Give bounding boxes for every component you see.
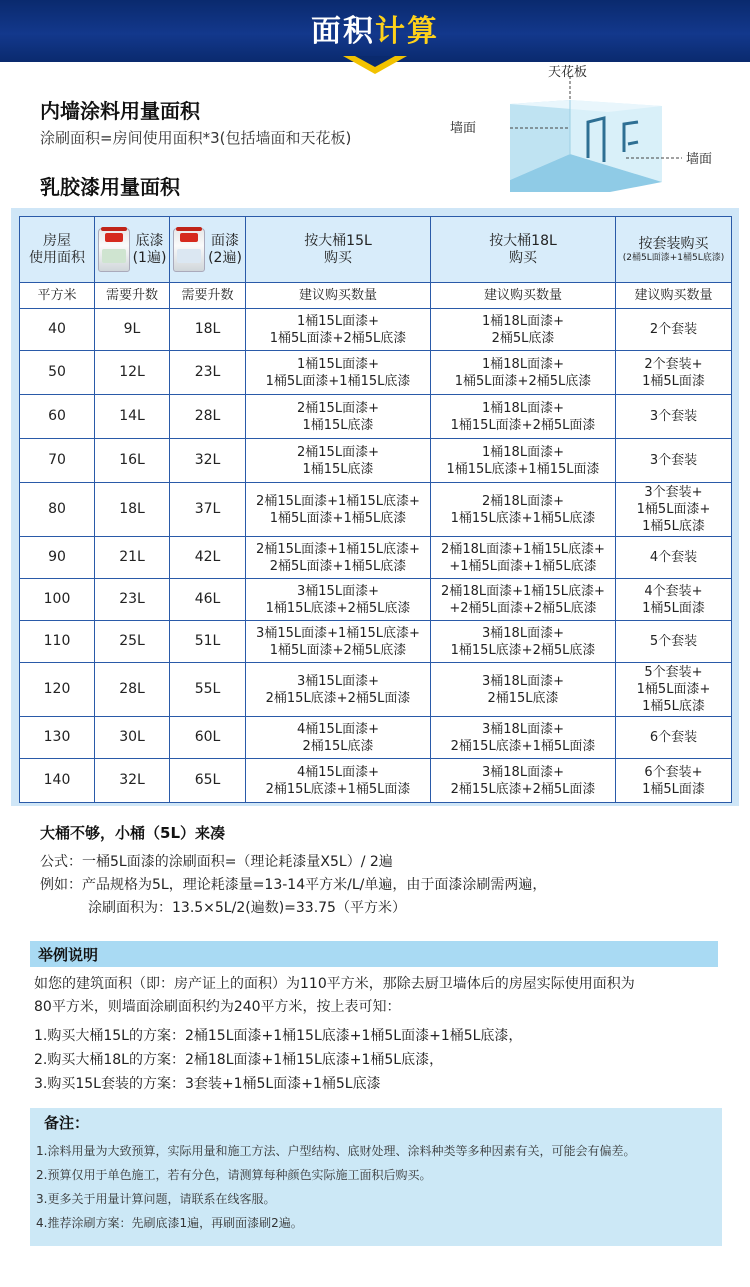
table-row xyxy=(20,309,732,351)
sub-col-3: 需要升数 xyxy=(170,283,246,309)
area-cell: 80 xyxy=(20,483,95,537)
big18-cell: 2桶18L面漆+ 1桶15L底漆+1桶5L底漆 xyxy=(431,483,616,537)
set-cell: 3个套装 xyxy=(616,395,732,439)
small-bucket-formula: 公式：一桶5L面漆的涂刷面积=（理论耗漆量X5L）/ 2遍 xyxy=(40,854,393,870)
header-topcoat xyxy=(170,217,246,283)
big15-cell: 3桶15L面漆+1桶15L底漆+ 1桶5L面漆+2桶5L底漆 xyxy=(246,621,431,663)
big15-cell: 1桶15L面漆+ 1桶5L面漆+1桶15L底漆 xyxy=(246,351,431,395)
topcoat-can-icon xyxy=(173,228,205,272)
area-cell: 130 xyxy=(20,717,95,759)
table-row xyxy=(20,439,732,483)
example-section-bar xyxy=(30,941,718,967)
table-row xyxy=(20,663,732,717)
example-plan-3: 3.购买15L套装的方案：3套装+1桶5L面漆+1桶5L底漆 xyxy=(34,1076,381,1092)
topcoat-cell: 46L xyxy=(170,579,246,621)
header-set-note: (2桶5L面漆+1桶5L底漆) xyxy=(622,252,725,263)
area-cell: 40 xyxy=(20,309,95,351)
primer-cell: 32L xyxy=(95,759,170,803)
primer-can-icon xyxy=(98,228,130,272)
sub-col-1: 平方米 xyxy=(20,283,95,309)
topcoat-cell: 60L xyxy=(170,717,246,759)
big15-cell: 4桶15L面漆+ 2桶15L底漆 xyxy=(246,717,431,759)
notes-title: 备注： xyxy=(44,1114,90,1132)
area-cell: 60 xyxy=(20,395,95,439)
big15-cell: 2桶15L面漆+ 1桶15L底漆 xyxy=(246,439,431,483)
big18-cell: 3桶18L面漆+ 1桶15L底漆+2桶5L底漆 xyxy=(431,621,616,663)
sub-col-5: 建议购买数量 xyxy=(431,283,616,309)
sub-col-4: 建议购买数量 xyxy=(246,283,431,309)
header-big15-label: 按大桶15L 购买 xyxy=(304,232,372,266)
topcoat-cell: 18L xyxy=(170,309,246,351)
table-row xyxy=(20,351,732,395)
header-big18-label: 按大桶18L 购买 xyxy=(489,232,557,266)
room-illustration xyxy=(440,62,740,192)
table-body xyxy=(20,309,732,803)
big15-cell: 3桶15L面漆+ 1桶15L底漆+2桶5L底漆 xyxy=(246,579,431,621)
table-row xyxy=(20,579,732,621)
interior-title: 内墙涂料用量面积 xyxy=(40,99,200,123)
set-cell: 2个套装+ 1桶5L面漆 xyxy=(616,351,732,395)
area-cell: 110 xyxy=(20,621,95,663)
small-bucket-title: 大桶不够，小桶（5L）来凑 xyxy=(40,824,225,842)
table-row xyxy=(20,717,732,759)
table-header-row xyxy=(20,217,732,283)
big15-cell: 2桶15L面漆+1桶15L底漆+ 2桶5L面漆+1桶5L底漆 xyxy=(246,537,431,579)
title-part-white: 面积 xyxy=(311,14,375,49)
banner-arrow-inner xyxy=(355,56,395,67)
primer-cell: 23L xyxy=(95,579,170,621)
table-row xyxy=(20,537,732,579)
notes-panel xyxy=(30,1108,722,1246)
title-part-yellow: 计算 xyxy=(375,14,439,49)
interior-formula: 涂刷面积=房间使用面积*3(包括墙面和天花板) xyxy=(40,129,352,147)
primer-cell: 9L xyxy=(95,309,170,351)
small-bucket-example: 例如：产品规格为5L，理论耗漆量=13-14平方米/L/单遍，由于面漆涂刷需两遍， xyxy=(40,877,547,893)
table-row xyxy=(20,759,732,803)
big15-cell: 1桶15L面漆+ 1桶5L面漆+2桶5L底漆 xyxy=(246,309,431,351)
big18-cell: 3桶18L面漆+ 2桶15L底漆 xyxy=(431,663,616,717)
big18-cell: 3桶18L面漆+ 2桶15L底漆+2桶5L面漆 xyxy=(431,759,616,803)
table-row xyxy=(20,483,732,537)
big18-cell: 1桶18L面漆+ 2桶5L底漆 xyxy=(431,309,616,351)
primer-cell: 12L xyxy=(95,351,170,395)
header-big18 xyxy=(431,217,616,283)
set-cell: 5个套装 xyxy=(616,621,732,663)
topcoat-cell: 32L xyxy=(170,439,246,483)
example-title: 举例说明 xyxy=(38,946,99,964)
header-set xyxy=(616,217,732,283)
table-subheader-row xyxy=(20,283,732,309)
note-3: 3.更多关于用量计算问题，请联系在线客服。 xyxy=(36,1192,276,1206)
area-cell: 90 xyxy=(20,537,95,579)
primer-cell: 25L xyxy=(95,621,170,663)
header-primer-label: 底漆 (1遍) xyxy=(132,232,167,266)
right-wall-label: 墙面 xyxy=(686,152,713,167)
sub-col-2: 需要升数 xyxy=(95,283,170,309)
usage-table-panel xyxy=(11,208,739,806)
area-cell: 70 xyxy=(20,439,95,483)
usage-table xyxy=(19,216,732,803)
big15-cell: 4桶15L面漆+ 2桶15L底漆+1桶5L面漆 xyxy=(246,759,431,803)
header-set-label: 按套装购买 xyxy=(638,235,709,252)
set-cell: 2个套装 xyxy=(616,309,732,351)
topcoat-cell: 51L xyxy=(170,621,246,663)
topcoat-cell: 28L xyxy=(170,395,246,439)
topcoat-cell: 55L xyxy=(170,663,246,717)
big18-cell: 2桶18L面漆+1桶15L底漆+ +1桶5L面漆+1桶5L底漆 xyxy=(431,537,616,579)
topcoat-cell: 23L xyxy=(170,351,246,395)
area-cell: 120 xyxy=(20,663,95,717)
header-area xyxy=(20,217,95,283)
topcoat-cell: 37L xyxy=(170,483,246,537)
topcoat-cell: 65L xyxy=(170,759,246,803)
example-paragraph-1: 如您的建筑面积（即：房产证上的面积）为110平方米，那除去厨卫墙体后的房屋实际使用面积为 xyxy=(34,976,635,992)
header-area-label: 房屋 使用面积 xyxy=(29,232,85,266)
example-plan-2: 2.购买大桶18L的方案：2桶18L面漆+1桶15L底漆+1桶5L底漆， xyxy=(34,1052,444,1068)
big18-cell: 3桶18L面漆+ 2桶15L底漆+1桶5L面漆 xyxy=(431,717,616,759)
primer-cell: 18L xyxy=(95,483,170,537)
big18-cell: 1桶18L面漆+ 1桶5L面漆+2桶5L底漆 xyxy=(431,351,616,395)
set-cell: 5个套装+ 1桶5L面漆+ 1桶5L底漆 xyxy=(616,663,732,717)
table-row xyxy=(20,621,732,663)
big15-cell: 2桶15L面漆+ 1桶15L底漆 xyxy=(246,395,431,439)
small-bucket-example-result: 涂刷面积为：13.5×5L/2(遍数)=33.75（平方米） xyxy=(88,900,406,916)
set-cell: 3个套装 xyxy=(616,439,732,483)
header-banner xyxy=(0,0,750,62)
table-row xyxy=(20,395,732,439)
ceiling-label: 天花板 xyxy=(548,65,588,80)
big18-cell: 1桶18L面漆+ 1桶15L面漆+2桶5L面漆 xyxy=(431,395,616,439)
note-1: 1.涂料用量为大致预算，实际用量和施工方法、户型结构、底财处理、涂料种类等多种因素有关，可能会有偏差。 xyxy=(36,1144,636,1158)
header-primer xyxy=(95,217,170,283)
note-2: 2.预算仅用于单色施工，若有分色，请测算每种颜色实际施工面积后购买。 xyxy=(36,1168,432,1182)
primer-cell: 14L xyxy=(95,395,170,439)
primer-cell: 16L xyxy=(95,439,170,483)
set-cell: 3个套装+ 1桶5L面漆+ 1桶5L底漆 xyxy=(616,483,732,537)
big15-cell: 2桶15L面漆+1桶15L底漆+ 1桶5L面漆+1桶5L底漆 xyxy=(246,483,431,537)
big18-cell: 2桶18L面漆+1桶15L底漆+ +2桶5L面漆+2桶5L底漆 xyxy=(431,579,616,621)
header-big15 xyxy=(246,217,431,283)
set-cell: 4个套装+ 1桶5L面漆 xyxy=(616,579,732,621)
header-topcoat-label: 面漆 (2遍) xyxy=(208,232,242,266)
area-cell: 140 xyxy=(20,759,95,803)
set-cell: 6个套装+ 1桶5L面漆 xyxy=(616,759,732,803)
primer-cell: 21L xyxy=(95,537,170,579)
page-title xyxy=(0,6,750,50)
left-wall-label: 墙面 xyxy=(450,121,477,136)
primer-cell: 30L xyxy=(95,717,170,759)
note-4: 4.推荐涂刷方案：先刷底漆1遍，再刷面漆刷2遍。 xyxy=(36,1216,303,1230)
topcoat-cell: 42L xyxy=(170,537,246,579)
set-cell: 6个套装 xyxy=(616,717,732,759)
set-cell: 4个套装 xyxy=(616,537,732,579)
area-cell: 50 xyxy=(20,351,95,395)
example-paragraph-2: 80平方米，则墙面涂刷面积约为240平方米，按上表可知： xyxy=(34,999,401,1015)
area-cell: 100 xyxy=(20,579,95,621)
big18-cell: 1桶18L面漆+ 1桶15L底漆+1桶15L面漆 xyxy=(431,439,616,483)
big15-cell: 3桶15L面漆+ 2桶15L底漆+2桶5L面漆 xyxy=(246,663,431,717)
room-diagram xyxy=(440,62,740,192)
example-plan-1: 1.购买大桶15L的方案：2桶15L面漆+1桶15L底漆+1桶5L面漆+1桶5L底漆， xyxy=(34,1028,523,1044)
primer-cell: 28L xyxy=(95,663,170,717)
latex-title: 乳胶漆用量面积 xyxy=(40,175,180,199)
sub-col-6: 建议购买数量 xyxy=(616,283,732,309)
